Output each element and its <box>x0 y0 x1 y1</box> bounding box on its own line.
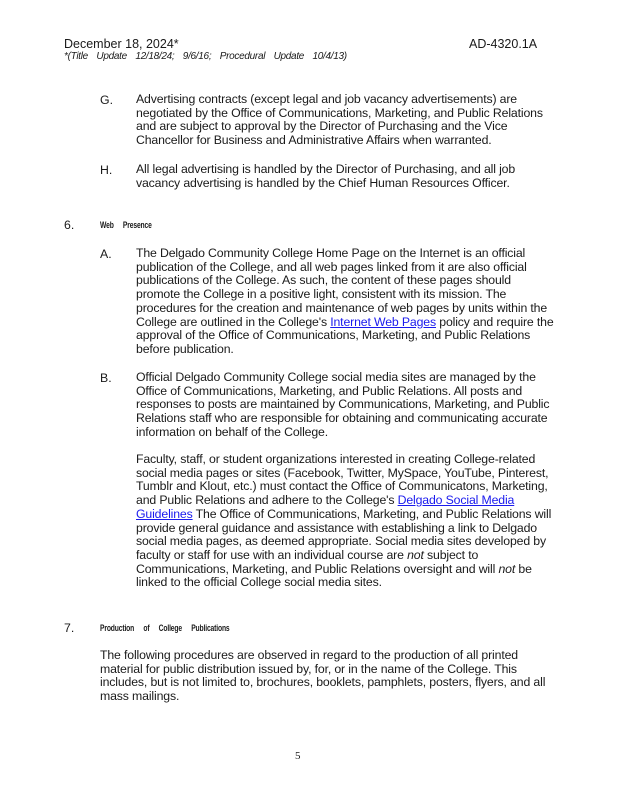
item-6b-letter: B. <box>100 371 112 385</box>
item-6a-text <box>136 247 556 357</box>
item-6b-paragraph-2 <box>136 453 556 590</box>
section-7-number: 7. <box>64 621 75 635</box>
emphasis-not: not <box>498 561 516 576</box>
document-date: December 18, 2024* <box>64 37 179 51</box>
item-h-text: All legal advertising is handled by the Director of Purchasing, and all job vacancy advertising is handled by the Chief Human Resources Officer. <box>136 162 516 190</box>
update-note: *(Title Update 12/18/24; 9/6/16; Procedural Update 10/4/13) <box>64 51 347 62</box>
item-6b-text: Official Delgado Community College social media sites are managed by the Office of Communications, Marketing, and Public Relations. All posts and responses to posts are maintained by Communications, Marketing, and Public Relations staff who are responsible for obtaining and communicating accurate information on behalf of the College. <box>136 370 550 439</box>
document-code: AD-4320.1A <box>469 37 538 51</box>
section-7-title: Production of College Publications <box>100 623 230 633</box>
internet-web-pages-link[interactable]: Internet Web Pages <box>330 314 436 329</box>
para2-text-before: Faculty, staff, or student organizations interested in creating College-related social media pages or sites (Facebook, Twitter, MySpace, YouTube, Pinterest, Tumblr and Klout, etc.) must contact the Office of Communicatons, Marketing, and Public Relations and adhere to the College's <box>136 452 549 508</box>
section-7-text: The following procedures are observed in regard to the production of all printed material for public distribution issued by, for, or in the name of the College. This includes, but is not limited to, brochures, booklets, pamphlets, posters, flyers, and all mass mailings. <box>100 648 546 704</box>
item-h-letter: H. <box>100 163 113 177</box>
social-media-guidelines-link[interactable]: Delgado Social Media Guidelines <box>136 493 515 521</box>
item-6a-text-before: The Delgado Community College Home Page on the Internet is an official publication of the College, and all web pages linked from it are also official publications of the College. As such, the content of these pages should promote the College in a positive light, consistent with its mission. The procedures for the creation and maintenance of web pages by units within the College are outlined in the College's <box>136 246 548 329</box>
para2-text-mid: The Office of Communications, Marketing, and Public Relations will provide general guidance and assistance with establishing a link to Delgado social media pages, as deemed appropriate. Social media sites developed by faculty or staff for use with an individual course are <box>136 506 552 562</box>
section-6-number: 6. <box>64 218 75 232</box>
item-g-letter: G. <box>100 93 113 107</box>
item-6a-letter: A. <box>100 247 112 261</box>
para2-text-mid2: subject to Communications, Marketing, and Public Relations oversight and will <box>136 547 499 576</box>
page-number: 5 <box>295 750 301 762</box>
item-6a-text-after: policy and require the approval of the Office of Communications, Marketing, and Public Relations before publication. <box>136 314 554 356</box>
emphasis-not: not <box>407 547 424 562</box>
para2-text-end: be linked to the official College social media sites. <box>136 561 532 590</box>
item-g-text: Advertising contracts (except legal and job vacancy advertisements) are negotiated by the Office of Communications, Marketing, and Public Relations and are subject to approval by the Director of Purchasing and the Vice Chancellor for Business and Administrative Affairs when warranted. <box>136 92 543 148</box>
section-6-title: Web Presence <box>100 220 152 230</box>
